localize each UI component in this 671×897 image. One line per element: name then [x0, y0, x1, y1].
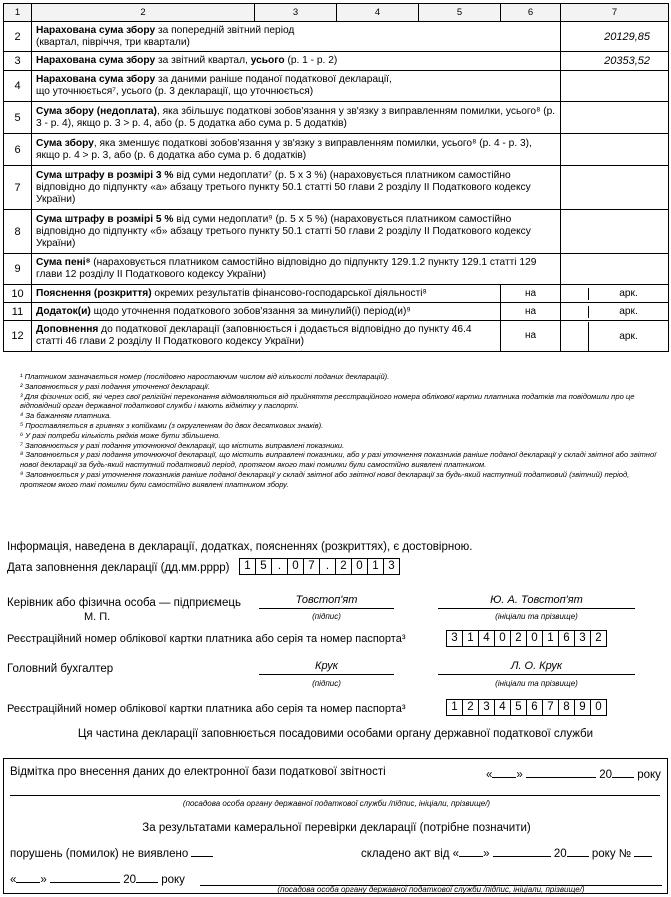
footnote: ⁹ Заповнюється у разі уточнення показників раніше поданої декларації у складі звітної або звітної нової декларації за будь-який наступний податковий (звітний) період, протягом якого такі помилки були самостійно виявлені платником збору.: [20, 469, 630, 489]
footnote: ¹ Платником зазначається номер (послідовно наростаючим числом від кількості поданих декларацій).: [20, 372, 390, 381]
row-value[interactable]: [561, 210, 669, 254]
footnote: ⁷ Заповнюється у разі подання уточнюючої декларації, що містить виправлені показники.: [20, 440, 345, 450]
head-reg-field[interactable]: [446, 630, 606, 647]
accountant-label: Головний бухгалтер: [7, 663, 114, 675]
row-value[interactable]: [561, 134, 669, 166]
row-value[interactable]: [561, 71, 669, 102]
row-number: 9: [4, 254, 32, 285]
digit-cell[interactable]: 1: [239, 558, 256, 575]
digit-cell[interactable]: .: [271, 558, 288, 575]
digit-cell[interactable]: 0: [287, 558, 304, 575]
row-value[interactable]: 20129,85: [561, 22, 669, 52]
head-reg-label: Реєстраційний номер облікової картки платника або серія та номер паспорта³: [7, 633, 406, 645]
signature-caption: (підпис): [312, 612, 341, 621]
db-mark-date[interactable]: « » 20 року: [486, 766, 661, 781]
official-caption: (посадова особа органу державної податкової служби /підпис, ініціали, прізвище/): [182, 799, 491, 808]
table-row: [4, 134, 669, 166]
row-value[interactable]: [561, 166, 669, 210]
table-row: [4, 102, 669, 134]
digit-cell[interactable]: 4: [478, 630, 495, 647]
date-label: Дата заповнення декларації (дд.мм.рррр): [7, 562, 230, 574]
table-row: [4, 285, 669, 303]
pages-label: на: [501, 321, 561, 352]
col-header: 1: [4, 4, 32, 22]
official-line[interactable]: [10, 795, 660, 796]
footnote: ⁴ За бажанням платника.: [20, 411, 112, 421]
row-description: Доповнення до податкової декларації (заповнюється і додається відповідно до пункту 46.4 статті 46 глави 2 розділу II Податкового кодексу України): [32, 321, 501, 352]
row-description: Сума пені⁸ (нараховується платником самостійно відповідно до підпункту 129.1.2 пункту 129.1 статті 129 глави 12 розділу II Податкового кодексу України): [32, 254, 561, 285]
table-row: [4, 210, 669, 254]
digit-cell[interactable]: 9: [574, 699, 591, 716]
digit-cell[interactable]: 3: [383, 558, 400, 575]
pages-cell[interactable]: [561, 303, 669, 321]
digit-cell[interactable]: 1: [462, 630, 479, 647]
footnote: ⁵ Проставляється в гривнях з копійками (з округленням до двох десяткових знаків).: [20, 420, 324, 430]
row-number: 10: [4, 285, 32, 303]
pages-unit: арк.: [619, 287, 638, 299]
digit-cell[interactable]: 4: [494, 699, 511, 716]
signature-caption: (підпис): [312, 679, 341, 688]
row-number: 11: [4, 303, 32, 321]
pages-label: на: [501, 285, 561, 303]
name-caption: (ініціали та прізвище): [495, 612, 578, 621]
pages-unit: арк.: [619, 330, 638, 342]
digit-cell[interactable]: 7: [303, 558, 320, 575]
digit-cell[interactable]: 8: [558, 699, 575, 716]
digit-cell[interactable]: 0: [494, 630, 511, 647]
digit-cell[interactable]: 5: [510, 699, 527, 716]
digit-cell[interactable]: 0: [526, 630, 543, 647]
col-header: 7: [561, 4, 669, 22]
row-description: Сума збору (недоплата), яка збільшує податкові зобов'язання у зв'язку з виправленням помилки, усього⁸ (р. 3 - р. 4), якщо р. 3 > р. 4, або (р. 5 додатка або сума р. 5 додатків): [32, 102, 561, 134]
act-option[interactable]: складено акт від « » 20 року №: [361, 845, 652, 860]
pages-cell[interactable]: [561, 321, 669, 352]
digit-cell[interactable]: 7: [542, 699, 559, 716]
table-row: [4, 303, 669, 321]
statement: Інформація, наведена в декларації, додатках, поясненнях (розкриттях), є достовірною.: [7, 541, 473, 553]
accountant-name[interactable]: Л. О. Крук: [438, 660, 635, 675]
footnote: ⁶ У разі потреби кількість рядків може бути збільшено.: [20, 430, 221, 440]
stamp-label: М. П.: [84, 611, 111, 623]
table-row: [4, 321, 669, 352]
footnote: ³ Для фізичних осіб, які через свої релігійні переконання відмовляються від прийняття реєстраційного номера облікової картки платника податків та повідомили про це відповідний орган державної податкової служби і мають відмітку у паспорті.: [20, 391, 635, 411]
table-row: [4, 254, 669, 285]
no-violations-option[interactable]: порушень (помилок) не виявлено: [10, 845, 213, 860]
col-header: 3: [255, 4, 337, 22]
footnotes: [20, 372, 665, 490]
row-number: 4: [4, 71, 32, 102]
table-row: [4, 52, 669, 71]
row-value[interactable]: [561, 254, 669, 285]
digit-cell[interactable]: 6: [526, 699, 543, 716]
pages-unit: арк.: [619, 305, 638, 317]
row-description: Сума штрафу в розмірі 3 % від суми недоплати⁷ (р. 5 x 3 %) (нараховується платником самостійно відповідно до підпункту «а» абзацу третього пункту 50.1 статті 50 глави 2 розділу II Податкового кодексу України): [32, 166, 561, 210]
row-number: 12: [4, 321, 32, 352]
declaration-table: [3, 3, 669, 352]
authority-section: [3, 758, 668, 894]
table-row: [4, 71, 669, 102]
table-row: [4, 166, 669, 210]
digit-cell[interactable]: 0: [351, 558, 368, 575]
table-header-row: [4, 4, 669, 22]
digit-cell[interactable]: 2: [462, 699, 479, 716]
head-signature[interactable]: Товстоп'ят: [259, 594, 394, 609]
col-header: 5: [419, 4, 501, 22]
digit-cell[interactable]: 2: [335, 558, 352, 575]
row-number: 2: [4, 22, 32, 52]
digit-cell[interactable]: 3: [478, 699, 495, 716]
digit-cell[interactable]: 5: [255, 558, 272, 575]
row-number: 5: [4, 102, 32, 134]
digit-cell[interactable]: .: [319, 558, 336, 575]
row-description: Сума збору, яка зменшує податкові зобов'язання у зв'язку з виправленням помилки, усього⁸ (р. 4 - р. 3), якщо р. 4 > р. 3, або (р. 6 додатка або сума р. 6 додатків): [32, 134, 561, 166]
digit-cell[interactable]: 1: [542, 630, 559, 647]
footnote: ⁸ Заповнюється у разі подання уточнюючої декларації, що містить виправлені показники, або у разі уточнення показників раніше поданої декларації у складі звітної або звітної нової декларації за будь-який наступний податковий період, протягом якого такі помилки були самостійно виявлені платником.: [20, 450, 656, 470]
row-description: Нарахована сума збору за звітний квартал, усього (р. 1 - р. 2): [32, 52, 561, 71]
row-value[interactable]: [561, 102, 669, 134]
digit-cell[interactable]: 1: [446, 699, 463, 716]
digit-cell[interactable]: 6: [558, 630, 575, 647]
digit-cell[interactable]: 2: [590, 630, 607, 647]
row-description: Сума штрафу в розмірі 5 % від суми недоплати⁹ (р. 5 x 5 %) (нараховується платником самостійно відповідно до підпункту «б» абзацу третього пункту 50.1 статті 50 глави 2 розділу II Податкового кодексу України): [32, 210, 561, 254]
row-number: 6: [4, 134, 32, 166]
digit-cell[interactable]: 1: [367, 558, 384, 575]
row-description: Нарахована сума збору за попередній звітний період (квартал, півріччя, три квартали): [32, 22, 561, 52]
row-number: 3: [4, 52, 32, 71]
db-mark-label: Відмітка про внесення даних до електронної бази податкової звітності: [10, 766, 386, 778]
accountant-reg-label: Реєстраційний номер облікової картки платника або серія та номер паспорта³: [7, 703, 406, 715]
col-header: 2: [32, 4, 255, 22]
head-name[interactable]: Ю. А. Товстоп'ят: [438, 594, 635, 609]
row-description: Додаток(и) щодо уточнення податкового зобов'язання за минулий(і) період(и)⁹: [32, 303, 501, 321]
check-heading: За результатами камеральної перевірки декларації (потрібне позначити): [142, 822, 531, 834]
digit-cell[interactable]: 0: [590, 699, 607, 716]
row-value[interactable]: 20353,52: [561, 52, 669, 71]
digit-cell[interactable]: 3: [574, 630, 591, 647]
row-description: Нарахована сума збору за даними раніше поданої податкової декларації, що уточнюється⁷, усього (р. 3 декларації, що уточнюється): [32, 71, 561, 102]
name-caption: (ініціали та прізвище): [495, 679, 578, 688]
footnote: ² Заповнюється у разі подання уточненої декларації.: [20, 381, 210, 391]
head-label: Керівник або фізична особа — підприємець: [7, 597, 241, 609]
accountant-signature[interactable]: Крук: [259, 660, 394, 675]
date-field[interactable]: [239, 558, 399, 575]
col-header: 4: [337, 4, 419, 22]
check-date[interactable]: « » 20 року: [10, 871, 185, 886]
col-header: 6: [501, 4, 561, 22]
row-number: 7: [4, 166, 32, 210]
row-description: Пояснення (розкриття) окремих результатів фінансово-господарської діяльності⁸: [32, 285, 501, 303]
digit-cell[interactable]: 3: [446, 630, 463, 647]
digit-cell[interactable]: 2: [510, 630, 527, 647]
pages-cell[interactable]: [561, 285, 669, 303]
official-caption-2: (посадова особа органу державної податкової служби /підпис, ініціали, прізвище/): [277, 885, 585, 894]
accountant-reg-field[interactable]: [446, 699, 606, 716]
row-number: 8: [4, 210, 32, 254]
pages-label: на: [501, 303, 561, 321]
table-row: [4, 22, 669, 52]
authority-heading: Ця частина декларації заповнюється посадовими особами органу державної податкової служби: [77, 728, 594, 740]
